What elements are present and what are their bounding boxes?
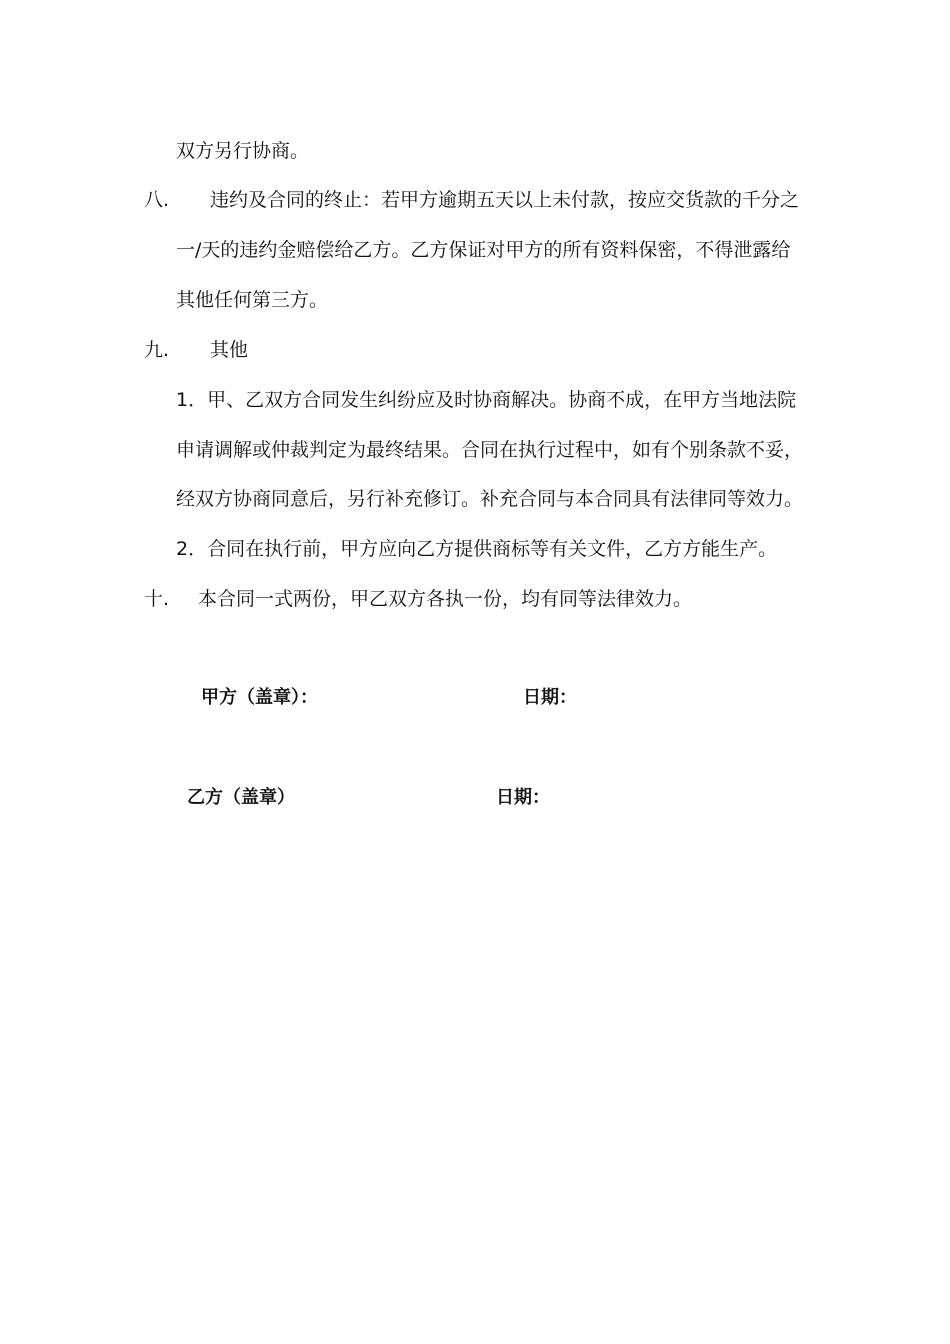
party-a-seal-label: 甲方（盖章）： <box>201 687 318 708</box>
clause-item-line: 2．合同在执行前，甲方应向乙方提供商标等有关文件，乙方方能生产。 <box>176 538 778 560</box>
clause-number: 十. <box>144 588 170 610</box>
party-b-seal-label: 乙方（盖章） <box>187 787 295 808</box>
clause-item-line: 经双方协商同意后，另行补充修订。补充合同与本合同具有法律同等效力。 <box>176 488 804 510</box>
clause-item-line: 申请调解或仲裁判定为最终结果。合同在执行过程中，如有个别条款不妥， <box>176 439 804 461</box>
clause-line: 本合同一式两份，甲乙双方各执一份，均有同等法律效力。 <box>198 588 693 610</box>
party-a-date-label: 日期： <box>523 687 577 708</box>
clause-number: 九. <box>144 339 170 361</box>
clause-line: 违约及合同的终止：若甲方逾期五天以上未付款，按应交货款的千分之 <box>210 189 800 211</box>
clause-title: 其他 <box>210 339 249 361</box>
party-b-date-label: 日期： <box>496 787 550 808</box>
clause-item-line: 1．甲、乙双方合同发生纠纷应及时协商解决。协商不成，在甲方当地法院 <box>176 389 797 411</box>
clause-number: 八. <box>144 189 170 211</box>
clause-line: 其他任何第三方。 <box>176 289 329 311</box>
clause-seven-continuation: 双方另行协商。 <box>176 140 310 162</box>
clause-line: 一/天的违约金赔偿给乙方。乙方保证对甲方的所有资料保密，不得泄露给 <box>176 239 791 261</box>
